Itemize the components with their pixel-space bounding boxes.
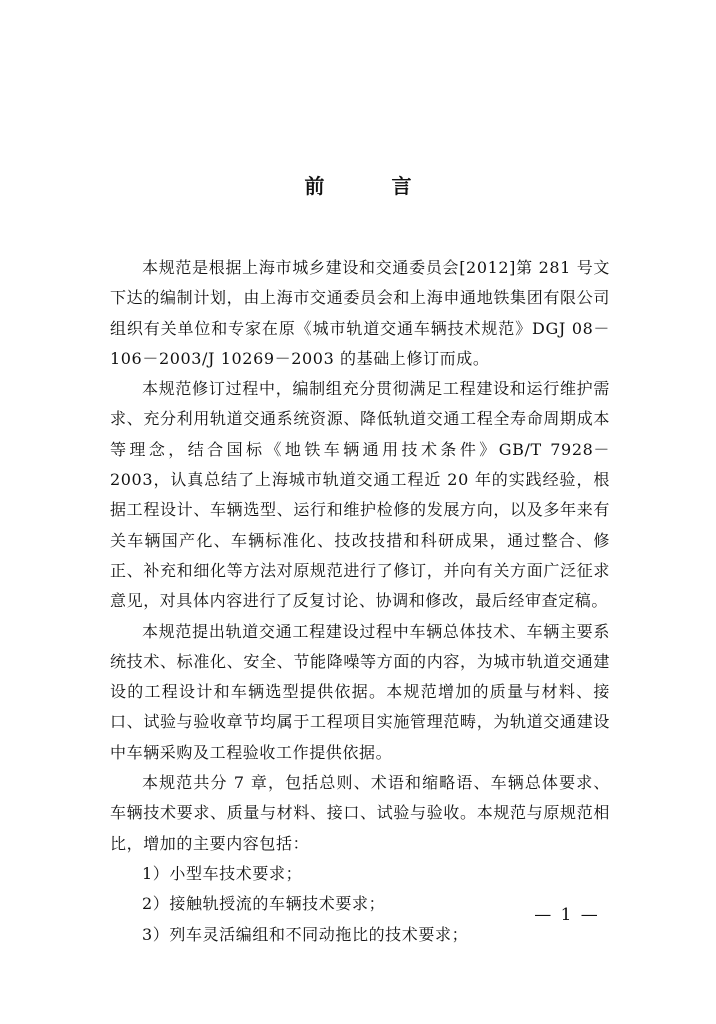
page-title: 前 言 [304, 174, 442, 198]
paragraph-4: 本规范共分 7 章，包括总则、术语和缩略语、车辆总体要求、车辆技术要求、质量与材料、接口、试验与验收。本规范与原规范相比，增加的主要内容包括： [110, 773, 610, 853]
list-item-2: 2）接触轨授流的车辆技术要求； [142, 894, 386, 914]
document-body [110, 253, 610, 950]
list-item-1: 1）小型车技术要求； [142, 863, 303, 883]
list-item-3: 3）列车灵活编组和不同动拖比的技术要求； [142, 924, 469, 944]
paragraph-3: 本规范提出轨道交通工程建设过程中车辆总体技术、车辆主要系统技术、标准化、安全、节能降噪等方面的内容，为城市轨道交通建设的工程设计和车辆选型提供依据。本规范增加的质量与材料、接口、试验与验收章节均属于工程项目实施管理范畴，为轨道交通建设中车辆采购及工程验收工作提供依据。 [110, 621, 610, 762]
paragraph-2: 本规范修订过程中，编制组充分贯彻满足工程建设和运行维护需求、充分利用轨道交通系统资源、降低轨道交通工程全寿命周期成本等理念，结合国标《地铁车辆通用技术条件》GB/T 7928－2003，认真总结了上海城市轨道交通工程近 20 年的实践经验，根据工程设计、车辆选型、运行和维护检修的发展方向，以及多年来有关车辆国产化、车辆标准化、技改技措和科研成果，通过整合、修正、补充和细化等方法对原规范进行了修订，并向有关方面广泛征求意见，对具体内容进行了反复讨论、协调和修改，最后经审查定稿。 [110, 379, 610, 611]
page-number: — 1 — [534, 905, 600, 925]
paragraph-1: 本规范是根据上海市城乡建设和交通委员会[2012]第 281 号文下达的编制计划，由上海市交通委员会和上海申通地铁集团有限公司组织有关单位和专家在原《城市轨道交通车辆技术规范》DGJ 08－106－2003/J 10269－2003 的基础上修订而成。 [110, 258, 610, 368]
